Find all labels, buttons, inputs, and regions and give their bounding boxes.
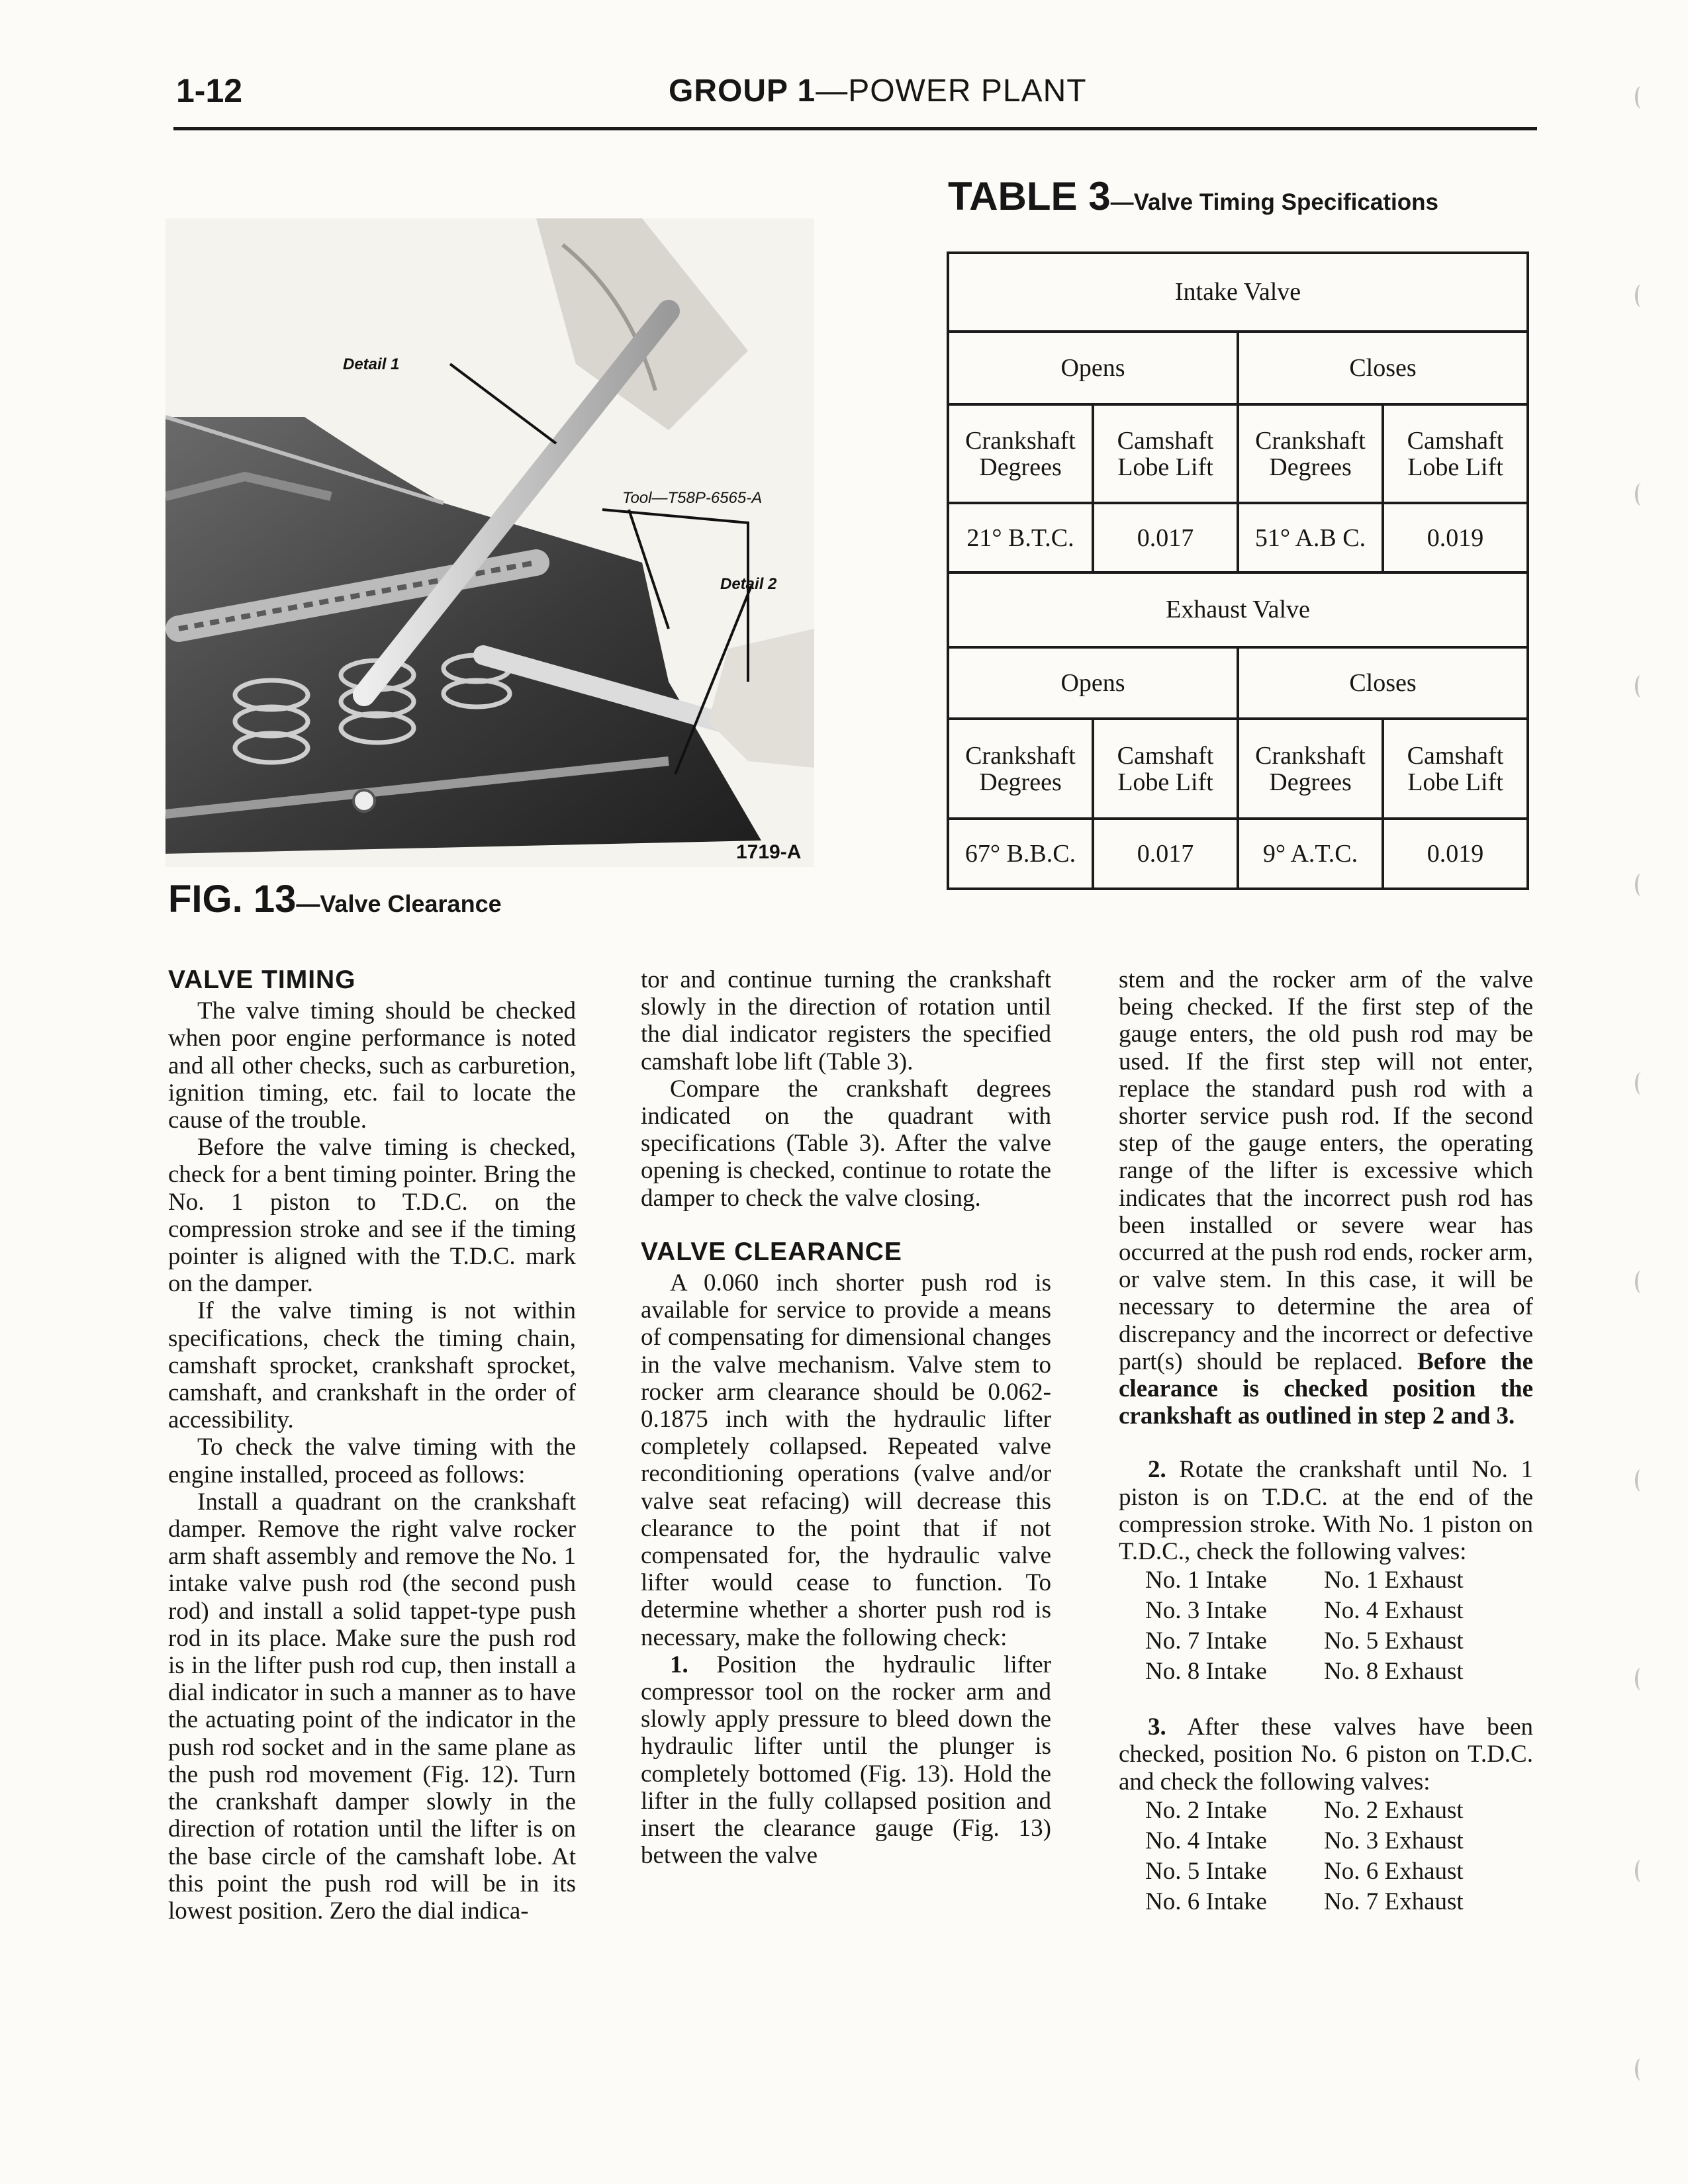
valve-timing-table — [947, 251, 1529, 890]
exhaust-valve-header: Exhaust Valve — [948, 572, 1528, 647]
engine-valve-photo — [165, 218, 814, 867]
table-col-header: Camshaft Lobe Lift — [1383, 719, 1528, 819]
table-cell: 21° B.T.C. — [948, 503, 1093, 572]
exhaust-closes-header: Closes — [1238, 647, 1528, 719]
list-item: No. 6 Exhaust — [1324, 1857, 1464, 1885]
table-col-header: Camshaft Lobe Lift — [1093, 719, 1238, 819]
paragraph: Before the valve timing is checked, check for a bent timing pointer. Bring the No. 1 piston to T.D.C. on the compression stroke and see if the timing pointer is aligned with the T.D.C. mark on the damper. — [168, 1134, 576, 1298]
binder-hole-mark — [1635, 86, 1647, 109]
table-cell: 0.017 — [1093, 503, 1238, 572]
paragraph-text: stem and the rocker arm of the valve being checked. If the first step of the gauge enters, the old push rod may be used. If the first step will not enter, replace the standard push rod with a shorter service push rod. If the second step of the gauge enters, the operating range of the lifter is excessive which indicates that the incorrect push rod has been installed or severe wear has occurred at the push rod ends, rocker arm, or valve stem. In this case, it will be necessary to determine the area of discrepancy and the incorrect or defective part(s) should be replaced. — [1119, 966, 1533, 1375]
spacer — [641, 1212, 1051, 1238]
section-heading-valve-timing: VALVE TIMING — [168, 966, 356, 994]
binder-hole-mark — [1635, 1271, 1647, 1293]
binder-hole-mark — [1635, 483, 1647, 506]
list-item: No. 5 Intake — [1145, 1857, 1267, 1885]
list-item: No. 8 Exhaust — [1324, 1658, 1464, 1686]
table-col-header: Crankshaft Degrees — [948, 719, 1093, 819]
intake-closes-header: Closes — [1238, 332, 1528, 405]
binder-hole-mark — [1635, 675, 1647, 698]
paragraph — [1119, 1713, 1533, 1796]
figure-13-photo — [165, 218, 814, 867]
paragraph: Compare the crankshaft degrees indicated on the quadrant with specifications (Table 3). After the valve opening is checked, continue to rotate the damper to check the valve closing. — [641, 1075, 1051, 1212]
spacer — [1119, 1430, 1533, 1456]
paragraph: Install a quadrant on the crankshaft damper. Remove the right valve rocker arm shaft assembly and remove the No. 1 intake valve push rod (the second push rod) and install a solid tappet-type push rod in its place. Make sure the push rod is in the lifter push rod cup, then install a dial indicator in such a manner as to have the actuating point of the indicator in the push rod socket and in the same plane as the push rod movement (Fig. 12). Turn the crankshaft damper slowly in the direction of rotation until the lifter is on the base circle of the camshaft lobe. At this point the push rod will be in its lowest position. Zero the dial indica- — [168, 1488, 576, 1925]
list-item: No. 3 Intake — [1145, 1597, 1267, 1625]
paragraph: To check the valve timing with the engine installed, proceed as follows: — [168, 1433, 576, 1488]
step-text: Position the hydraulic lifter compressor tool on the rocker arm and slowly apply pressure to bleed down the hydraulic lifter until the plunger is completely bottomed (Fig. 13). Hold the lifter in the fully collapsed position and insert the clearance gauge (Fig. 13) between the valve — [641, 1651, 1051, 1870]
callout-detail-1: Detail 1 — [343, 355, 400, 373]
text-column-3 — [1119, 966, 1533, 1917]
list-item: No. 7 Exhaust — [1324, 1888, 1464, 1915]
exhaust-opens-header: Opens — [948, 647, 1238, 719]
spacer — [1119, 1687, 1533, 1713]
paragraph: If the valve timing is not within specifications, check the timing chain, camshaft sprocket, crankshaft sprocket, camshaft, and crankshaft in the order of accessibility. — [168, 1297, 576, 1434]
bold-note: Before the clearance is checked position the crankshaft as outlined in step 2 and 3. — [1119, 1347, 1534, 1430]
header-rule — [173, 127, 1537, 130]
table-subtitle: —Valve Timing Specifications — [1110, 189, 1438, 215]
paragraph — [1119, 966, 1533, 1430]
list-item: No. 7 Intake — [1145, 1627, 1267, 1655]
list-item: No. 4 Exhaust — [1324, 1597, 1464, 1625]
binder-hole-mark — [1635, 285, 1647, 307]
intake-opens-header: Opens — [948, 332, 1238, 405]
list-item: No. 5 Exhaust — [1324, 1627, 1464, 1655]
step-number: 3. — [1148, 1713, 1166, 1741]
table-col-header: Crankshaft Degrees — [1238, 719, 1383, 819]
list-item: No. 4 Intake — [1145, 1827, 1267, 1854]
step-text: After these valves have been checked, position No. 6 piston on T.D.C. and check the following valves: — [1119, 1713, 1533, 1796]
table-cell: 0.019 — [1383, 503, 1528, 572]
binder-hole-mark — [1635, 1668, 1647, 1690]
table-col-header: Crankshaft Degrees — [1238, 404, 1383, 503]
table-cell: 9° A.T.C. — [1238, 819, 1383, 889]
valve-list-2 — [1145, 1796, 1533, 1917]
table-title — [948, 173, 1438, 219]
running-header — [669, 73, 1087, 109]
figure-caption — [168, 877, 502, 921]
table-col-header: Camshaft Lobe Lift — [1093, 404, 1238, 503]
step-number: 2. — [1148, 1456, 1166, 1484]
list-item: No. 2 Intake — [1145, 1796, 1267, 1824]
paragraph: A 0.060 inch shorter push rod is available for service to provide a means of compensating for dimensional changes in the valve mechanism. Valve stem to rocker arm clearance should be 0.062-0.1875 inch with the hydraulic lifter completely collapsed. Repeated valve reconditioning operations (valve and/or valve seat refacing) will decrease this clearance to the point that if not compensated for, the hydraulic valve lifter would cease to function. To determine whether a shorter push rod is necessary, make the following check: — [641, 1269, 1051, 1651]
text-column-2 — [641, 966, 1051, 1870]
section-heading-valve-clearance: VALVE CLEARANCE — [641, 1237, 902, 1266]
intake-valve-header: Intake Valve — [948, 253, 1528, 332]
section-title: —POWER PLANT — [816, 73, 1087, 109]
paragraph — [641, 1651, 1051, 1870]
callout-detail-2: Detail 2 — [720, 575, 777, 593]
binder-hole-mark — [1635, 874, 1647, 896]
step-number: 1. — [670, 1651, 688, 1678]
figure-number: FIG. 13 — [168, 878, 297, 921]
table-cell: 67° B.B.C. — [948, 819, 1093, 889]
paragraph: The valve timing should be checked when poor engine performance is noted and all other checks, such as carburetion, ignition timing, etc. fail to locate the cause of the trouble. — [168, 997, 576, 1134]
list-item: No. 1 Intake — [1145, 1567, 1267, 1594]
valve-list-1 — [1145, 1565, 1533, 1687]
table-col-header: Camshaft Lobe Lift — [1383, 404, 1528, 503]
table-cell: 51° A.B C. — [1238, 503, 1383, 572]
list-item: No. 8 Intake — [1145, 1658, 1267, 1686]
binder-hole-mark — [1635, 1072, 1647, 1095]
text-column-1 — [168, 966, 576, 1925]
paragraph — [1119, 1456, 1533, 1565]
table-cell: 0.017 — [1093, 819, 1238, 889]
binder-hole-mark — [1635, 1860, 1647, 1882]
page-number: 1-12 — [176, 72, 243, 109]
photo-id: 1719-A — [736, 841, 802, 863]
list-item: No. 1 Exhaust — [1324, 1567, 1464, 1594]
paragraph: tor and continue turning the crankshaft slowly in the direction of rotation until the dial indicator registers the specified camshaft lobe lift (Table 3). — [641, 966, 1051, 1075]
group-label: GROUP 1 — [669, 73, 816, 109]
binder-hole-mark — [1635, 2058, 1647, 2081]
list-item: No. 2 Exhaust — [1324, 1796, 1464, 1824]
table-cell: 0.019 — [1383, 819, 1528, 889]
list-item: No. 3 Exhaust — [1324, 1827, 1464, 1854]
figure-title: —Valve Clearance — [296, 890, 502, 917]
table-number: TABLE 3 — [948, 174, 1111, 218]
list-item: No. 6 Intake — [1145, 1888, 1267, 1915]
binder-hole-mark — [1635, 1469, 1647, 1492]
table-col-header: Crankshaft Degrees — [948, 404, 1093, 503]
callout-tool: Tool—T58P-6565-A — [622, 489, 763, 507]
step-text: Rotate the crankshaft until No. 1 piston is on T.D.C. at the end of the compression stroke. With No. 1 piston on T.D.C., check the following valves: — [1119, 1456, 1533, 1566]
